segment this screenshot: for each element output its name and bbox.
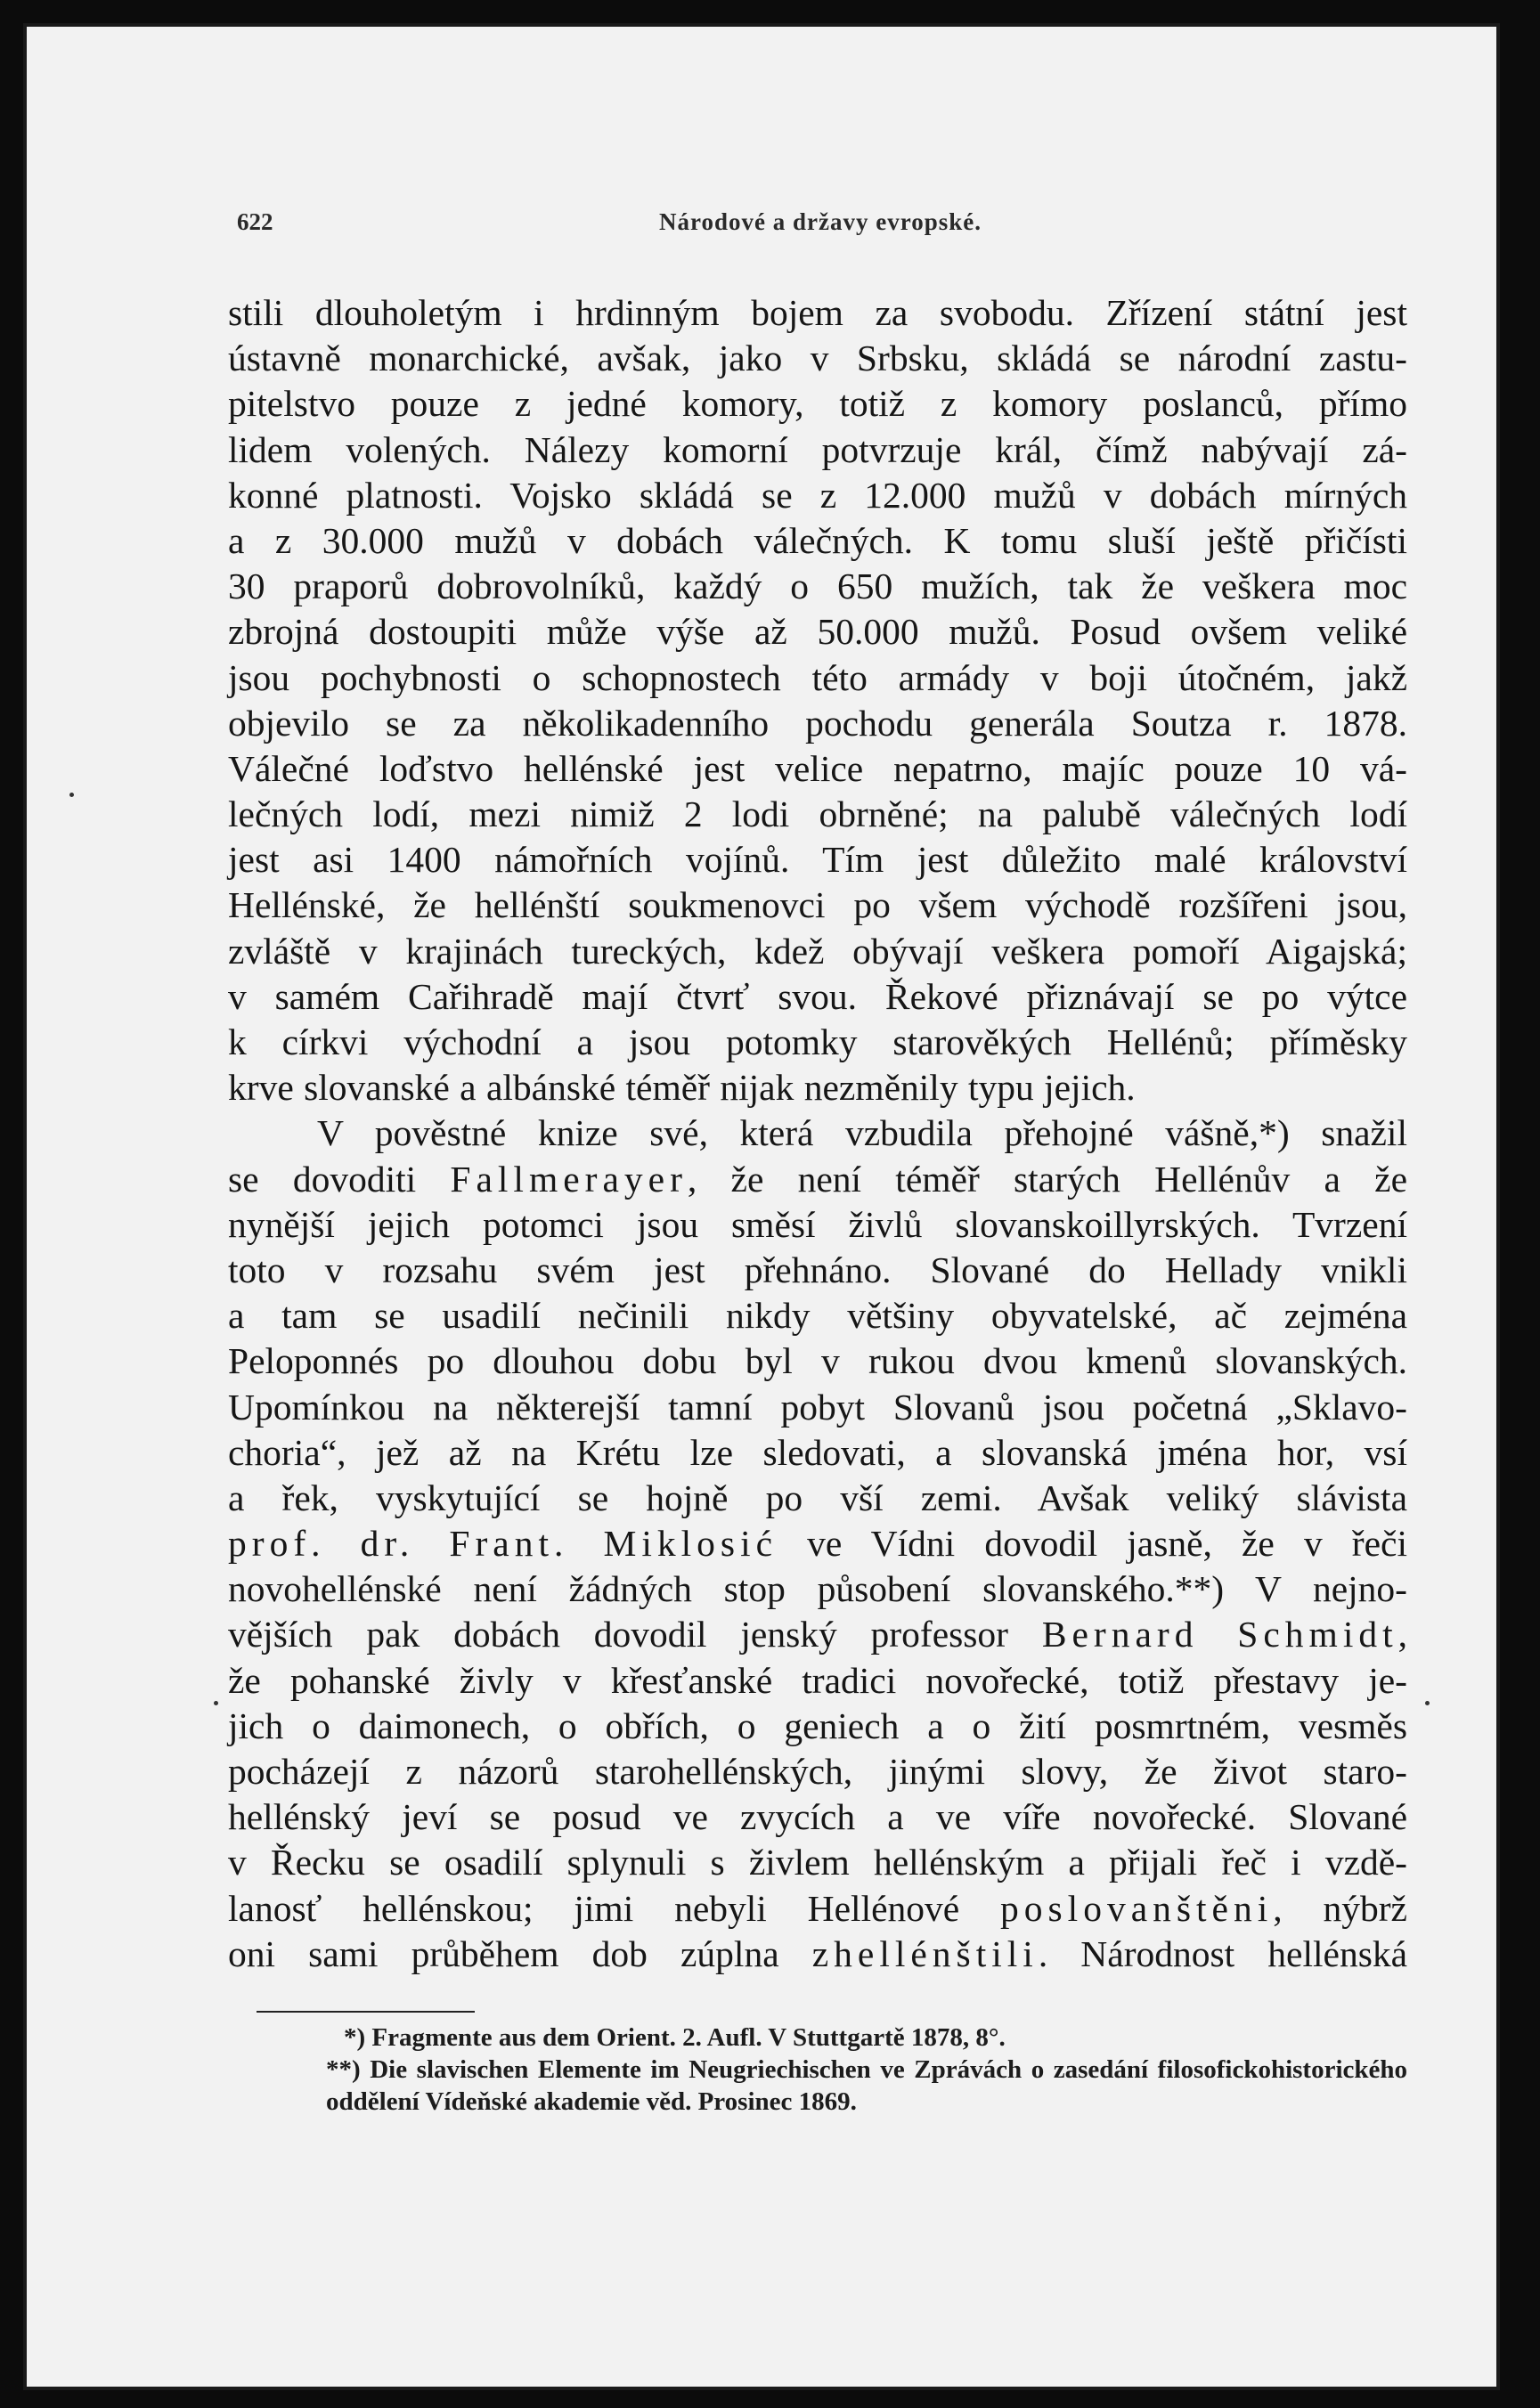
text-line: jich o daimonech, o obřích, o geniech a o žití posmrtném, vesměs (228, 1704, 1407, 1746)
footnote-2: **) Die slavischen Elemente im Neugriechischen ve Zprávách o zasedání filosofickohistorického oddělení Vídeňské akademie věd. Prosinec 1869. (326, 2055, 1407, 2116)
text-line: a tam se usadilí nečinili nikdy většiny obyvatelské, ač zejména (228, 1295, 1407, 1337)
text-line: v Řecku se osadilí splynuli s živlem hellénským a přijali řeč i vzdě- (228, 1842, 1407, 1883)
scan-speck (1425, 1701, 1430, 1705)
text-line: nynější jejich potomci jsou směsí živlů slovanskoillyrských. Tvrzení (228, 1203, 1407, 1245)
text-line: 30 praporů dobrovolníků, každý o 650 mužích, tak že veškera moc (228, 565, 1407, 607)
spaced-name: Fallmerayer (450, 1158, 688, 1200)
footnotes (228, 2022, 1407, 2118)
scan-speck (69, 793, 74, 797)
text-line: oni sami průběhem dob zúplna zhellénštili. Národnost hellénská (228, 1932, 1408, 1974)
text-line: Upomínkou na některejší tamní pobyt Slovanů jsou početná „Sklavo- (228, 1386, 1407, 1428)
text-line: ústavně monarchické, avšak, jako v Srbsku, skládá se národní zastu- (228, 338, 1407, 379)
text-line: jsou pochybnosti o schopnostech této armády v boji útočném, jakž (228, 656, 1407, 698)
text-line: Válečné loďstvo hellénské jest velice nepatrno, majíc pouze 10 vá- (228, 747, 1407, 789)
text-line: Hellénské, že hellénští soukmenovci po všem východě rozšířeni jsou, (228, 884, 1407, 926)
text-line: a řek, vyskytující se hojně po vší zemi. Avšak veliký slávista (228, 1477, 1407, 1518)
text-line: lidem volených. Nálezy komorní potvrzuje král, čímž nabývají zá- (228, 428, 1407, 470)
text-line: vějších pak dobách dovodil jenský professor Bernard Schmidt, (228, 1614, 1408, 1656)
text-line: že pohanské živly v křesťanské tradici novořecké, totiž přestavy je- (228, 1659, 1407, 1701)
text-line: k církvi východní a jsou potomky starověkých Hellénů; příměsky (228, 1021, 1407, 1062)
text-line: hellénský jeví se posud ve zvycích a ve víře novořecké. Slované (228, 1796, 1407, 1838)
text-line: V pověstné knize své, která vzbudila přehojné vášně,*) snažil (317, 1112, 1407, 1154)
text-line: lanosť hellénskou; jimi nebyli Hellénové poslovanštěni, nýbrž (228, 1887, 1407, 1929)
text-line: toto v rozsahu svém jest přehnáno. Slované do Hellady vnikli (228, 1249, 1407, 1290)
text-line: zbrojná dostoupiti může výše až 50.000 mužů. Posud ovšem veliké (228, 611, 1407, 653)
text-line: v samém Cařihradě mají čtvrť svou. Řekové přiznávají se po výtce (228, 975, 1407, 1017)
running-title: Národové a državy evropské. (659, 208, 982, 235)
text-line: zvláště v krajinách tureckých, kdež obývají veškera pomoří Aigajská; (228, 930, 1407, 972)
spaced-name: zhellénštili (811, 1932, 1039, 1974)
footnote-1: *) Fragmente aus dem Orient. 2. Aufl. V Stuttgartě 1878, 8°. (344, 2023, 1006, 2052)
text-line: a z 30.000 mužů v dobách válečných. K tomu sluší ještě přičísti (228, 519, 1407, 561)
body-text (228, 290, 1407, 1977)
text-line: pocházejí z názorů starohellénských, jinými slovy, že život staro- (228, 1751, 1407, 1792)
text-line: objevilo se za několikadenního pochodu generála Soutza r. 1878. (228, 702, 1407, 744)
scan-speck (214, 1701, 218, 1705)
spaced-name: Bernard Schmidt (1041, 1614, 1398, 1656)
text-line: stili dlouholetým i hrdinným bojem za svobodu. Zřízení státní jest (228, 292, 1407, 333)
footnote-rule (257, 2011, 475, 2013)
spaced-name: prof. dr. Frant. Miklosić (228, 1523, 778, 1565)
text-line: Peloponnés po dlouhou dobu byl v rukou dvou kmenů slovanských. (228, 1340, 1407, 1382)
text-line: lečných lodí, mezi nimiž 2 lodi obrněné; na palubě válečných lodí (228, 793, 1407, 835)
paragraph-1 (228, 290, 1407, 1110)
text-line: se dovoditi Fallmerayer, že není téměř starých Hellénův a že (228, 1158, 1407, 1200)
page-number: 622 (237, 208, 273, 235)
text-line: choria“, jež až na Krétu lze sledovati, a slovanská jména hor, vsí (228, 1431, 1407, 1473)
text-line: pitelstvo pouze z jedné komory, totiž z komory poslanců, přímo (228, 383, 1407, 425)
text-line: konné platnosti. Vojsko skládá se z 12.000 mužů v dobách mírných (228, 474, 1407, 516)
text-line: jest asi 1400 námořních vojínů. Tím jest důležito malé království (228, 839, 1407, 881)
text-line: novohellénské není žádných stop působení slovanského.**) V nejno- (228, 1568, 1407, 1610)
spaced-name: poslovanštěni (1000, 1887, 1274, 1929)
page-sheet (27, 27, 1496, 2387)
paragraph-2 (228, 1110, 1407, 1977)
text-line: krve slovanské a albánské téměř nijak nezměnily typu jejich. (228, 1067, 1136, 1109)
text-line: prof. dr. Frant. Miklosić ve Vídni dovodil jasně, že v řeči (228, 1523, 1407, 1565)
